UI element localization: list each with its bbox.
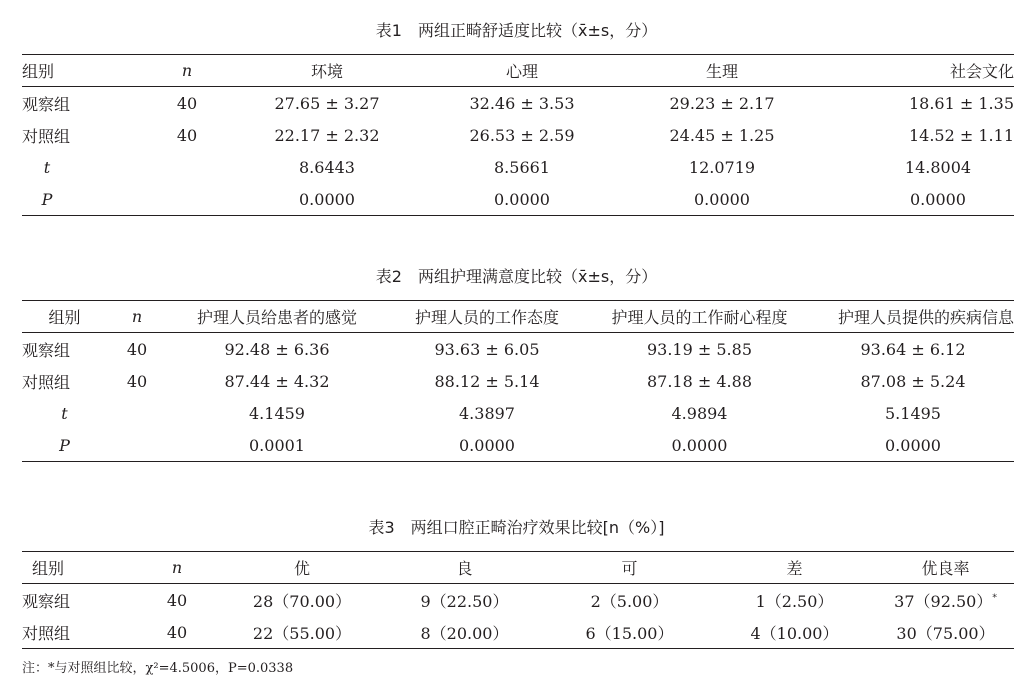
table1-header-row: [22, 55, 1014, 87]
table3-header-excellent: 优: [222, 552, 382, 584]
table1: [22, 54, 1014, 216]
table2-header-feeling: 护理人员给患者的感觉: [167, 301, 387, 333]
table-cell: 24.45 ± 1.25: [669, 125, 775, 145]
table-cell: 92.48 ± 6.36: [224, 339, 330, 359]
table-cell: 5.1495: [885, 403, 941, 423]
table-row: [22, 616, 1014, 649]
table-cell: 4（10.00）: [712, 616, 877, 649]
table1-header-group: 组别: [22, 55, 142, 87]
table-cell: 93.64 ± 6.12: [860, 339, 966, 359]
table-row: [22, 365, 1014, 397]
table-cell: 27.65 ± 3.27: [274, 93, 380, 113]
table-cell: 40: [176, 125, 198, 145]
table2-header-n: n: [107, 301, 167, 333]
table1-caption: 表1 两组正畸舒适度比较（x̄±s，分）: [375, 21, 658, 40]
table3-header-row: [22, 552, 1014, 584]
table-cell: [107, 429, 167, 462]
table-cell: 0.0000: [822, 183, 1014, 216]
table2-header-attitude: 护理人员的工作态度: [387, 301, 587, 333]
table-cell: 对照组: [22, 616, 132, 649]
table-cell: P: [22, 429, 107, 462]
table2-header-group: 组别: [22, 301, 107, 333]
table-cell: 0.0000: [622, 183, 822, 216]
table-cell: 4.9894: [671, 403, 728, 423]
table-cell: 14.8004: [904, 157, 972, 177]
table-row: [22, 151, 1014, 183]
table-cell-value: 37（92.50）: [894, 591, 993, 611]
table2-header-info: 护理人员提供的疾病信息: [812, 301, 1014, 333]
table-cell: 观察组: [22, 591, 71, 611]
table2-caption: 表2 两组护理满意度比较（x̄±s，分）: [375, 267, 658, 286]
table-cell: P: [22, 183, 142, 216]
table-cell: 12.0719: [688, 157, 756, 177]
table-cell: 对照组: [22, 126, 71, 146]
table-cell: 40: [176, 93, 198, 113]
table-cell: 8（20.00）: [382, 616, 547, 649]
table-cell: 18.61 ± 1.35: [908, 93, 1014, 113]
table-cell: 4.1459: [249, 403, 305, 423]
table-cell: 32.46 ± 3.53: [469, 93, 575, 113]
table1-header-psychology: 心理: [422, 55, 622, 87]
table3-header-poor: 差: [712, 552, 877, 584]
table-cell: 0.0001: [167, 429, 387, 462]
table3-header-rate: 优良率: [877, 552, 1014, 584]
table-cell: 93.19 ± 5.85: [646, 339, 752, 359]
table-cell: 6（15.00）: [547, 616, 712, 649]
table2-header-row: [22, 301, 1014, 333]
table-cell: 88.12 ± 5.14: [434, 371, 540, 391]
table-cell: 87.44 ± 4.32: [224, 371, 330, 391]
table-cell: 0.0000: [232, 183, 422, 216]
table-row: [22, 119, 1014, 151]
table-cell: 1（2.50）: [755, 591, 834, 611]
table-cell: 28（70.00）: [252, 591, 352, 611]
table-cell: 2（5.00）: [590, 591, 669, 611]
table2-header-patience: 护理人员的工作耐心程度: [587, 301, 812, 333]
significance-mark: *: [992, 593, 997, 604]
table2: [22, 300, 1014, 462]
table3: [22, 551, 1014, 649]
table-cell-rate: [877, 584, 1014, 617]
table-cell: 93.63 ± 6.05: [434, 339, 540, 359]
table3-caption: 表3 两组口腔正畸治疗效果比较[n（%）]: [368, 518, 665, 537]
table-cell: 40: [126, 371, 148, 391]
table-cell: 30（75.00）: [877, 616, 1014, 649]
table-row: [22, 333, 1014, 366]
table-cell: 22（55.00）: [222, 616, 382, 649]
table-cell: 0.0000: [387, 429, 587, 462]
table-cell: 观察组: [22, 340, 71, 360]
table-cell: 观察组: [22, 94, 71, 114]
table1-header-n: n: [142, 55, 232, 87]
table3-header-good: 良: [382, 552, 547, 584]
table-cell: t: [43, 157, 51, 177]
table-row: [22, 584, 1014, 617]
table-cell: [142, 151, 232, 183]
table-cell: 0.0000: [422, 183, 622, 216]
table-cell: [142, 183, 232, 216]
table-cell: 9（22.50）: [420, 591, 509, 611]
table-cell: 40: [132, 616, 222, 649]
table-cell: 对照组: [22, 372, 71, 392]
table-cell: t: [61, 403, 68, 423]
table1-header-social: 社会文化: [822, 55, 1014, 87]
table3-footnote: 注：*与对照组比较，χ²=4.5006，P=0.0338: [22, 661, 294, 676]
table1-header-environment: 环境: [232, 55, 422, 87]
table-row: [22, 87, 1014, 120]
table-row: [22, 183, 1014, 216]
table3-header-fair: 可: [547, 552, 712, 584]
table-row: [22, 429, 1014, 462]
table3-header-group: 组别: [22, 552, 132, 584]
table-cell: 0.0000: [812, 429, 1014, 462]
table-cell: 0.0000: [587, 429, 812, 462]
table-cell: [107, 397, 167, 429]
table-cell: 40: [166, 590, 188, 610]
table-cell: 22.17 ± 2.32: [274, 125, 380, 145]
table-row: [22, 397, 1014, 429]
table-cell: 87.08 ± 5.24: [860, 371, 966, 391]
table-cell: 40: [126, 339, 148, 359]
table-cell: 29.23 ± 2.17: [669, 93, 775, 113]
table-cell: 4.3897: [459, 403, 515, 423]
table-cell: 26.53 ± 2.59: [469, 125, 575, 145]
table-cell: 87.18 ± 4.88: [646, 371, 752, 391]
table3-header-n: n: [132, 552, 222, 584]
table-cell: 8.5661: [494, 157, 550, 177]
table1-header-physiology: 生理: [622, 55, 822, 87]
table-cell: 14.52 ± 1.11: [908, 125, 1014, 145]
table-cell: 8.6443: [299, 157, 355, 177]
